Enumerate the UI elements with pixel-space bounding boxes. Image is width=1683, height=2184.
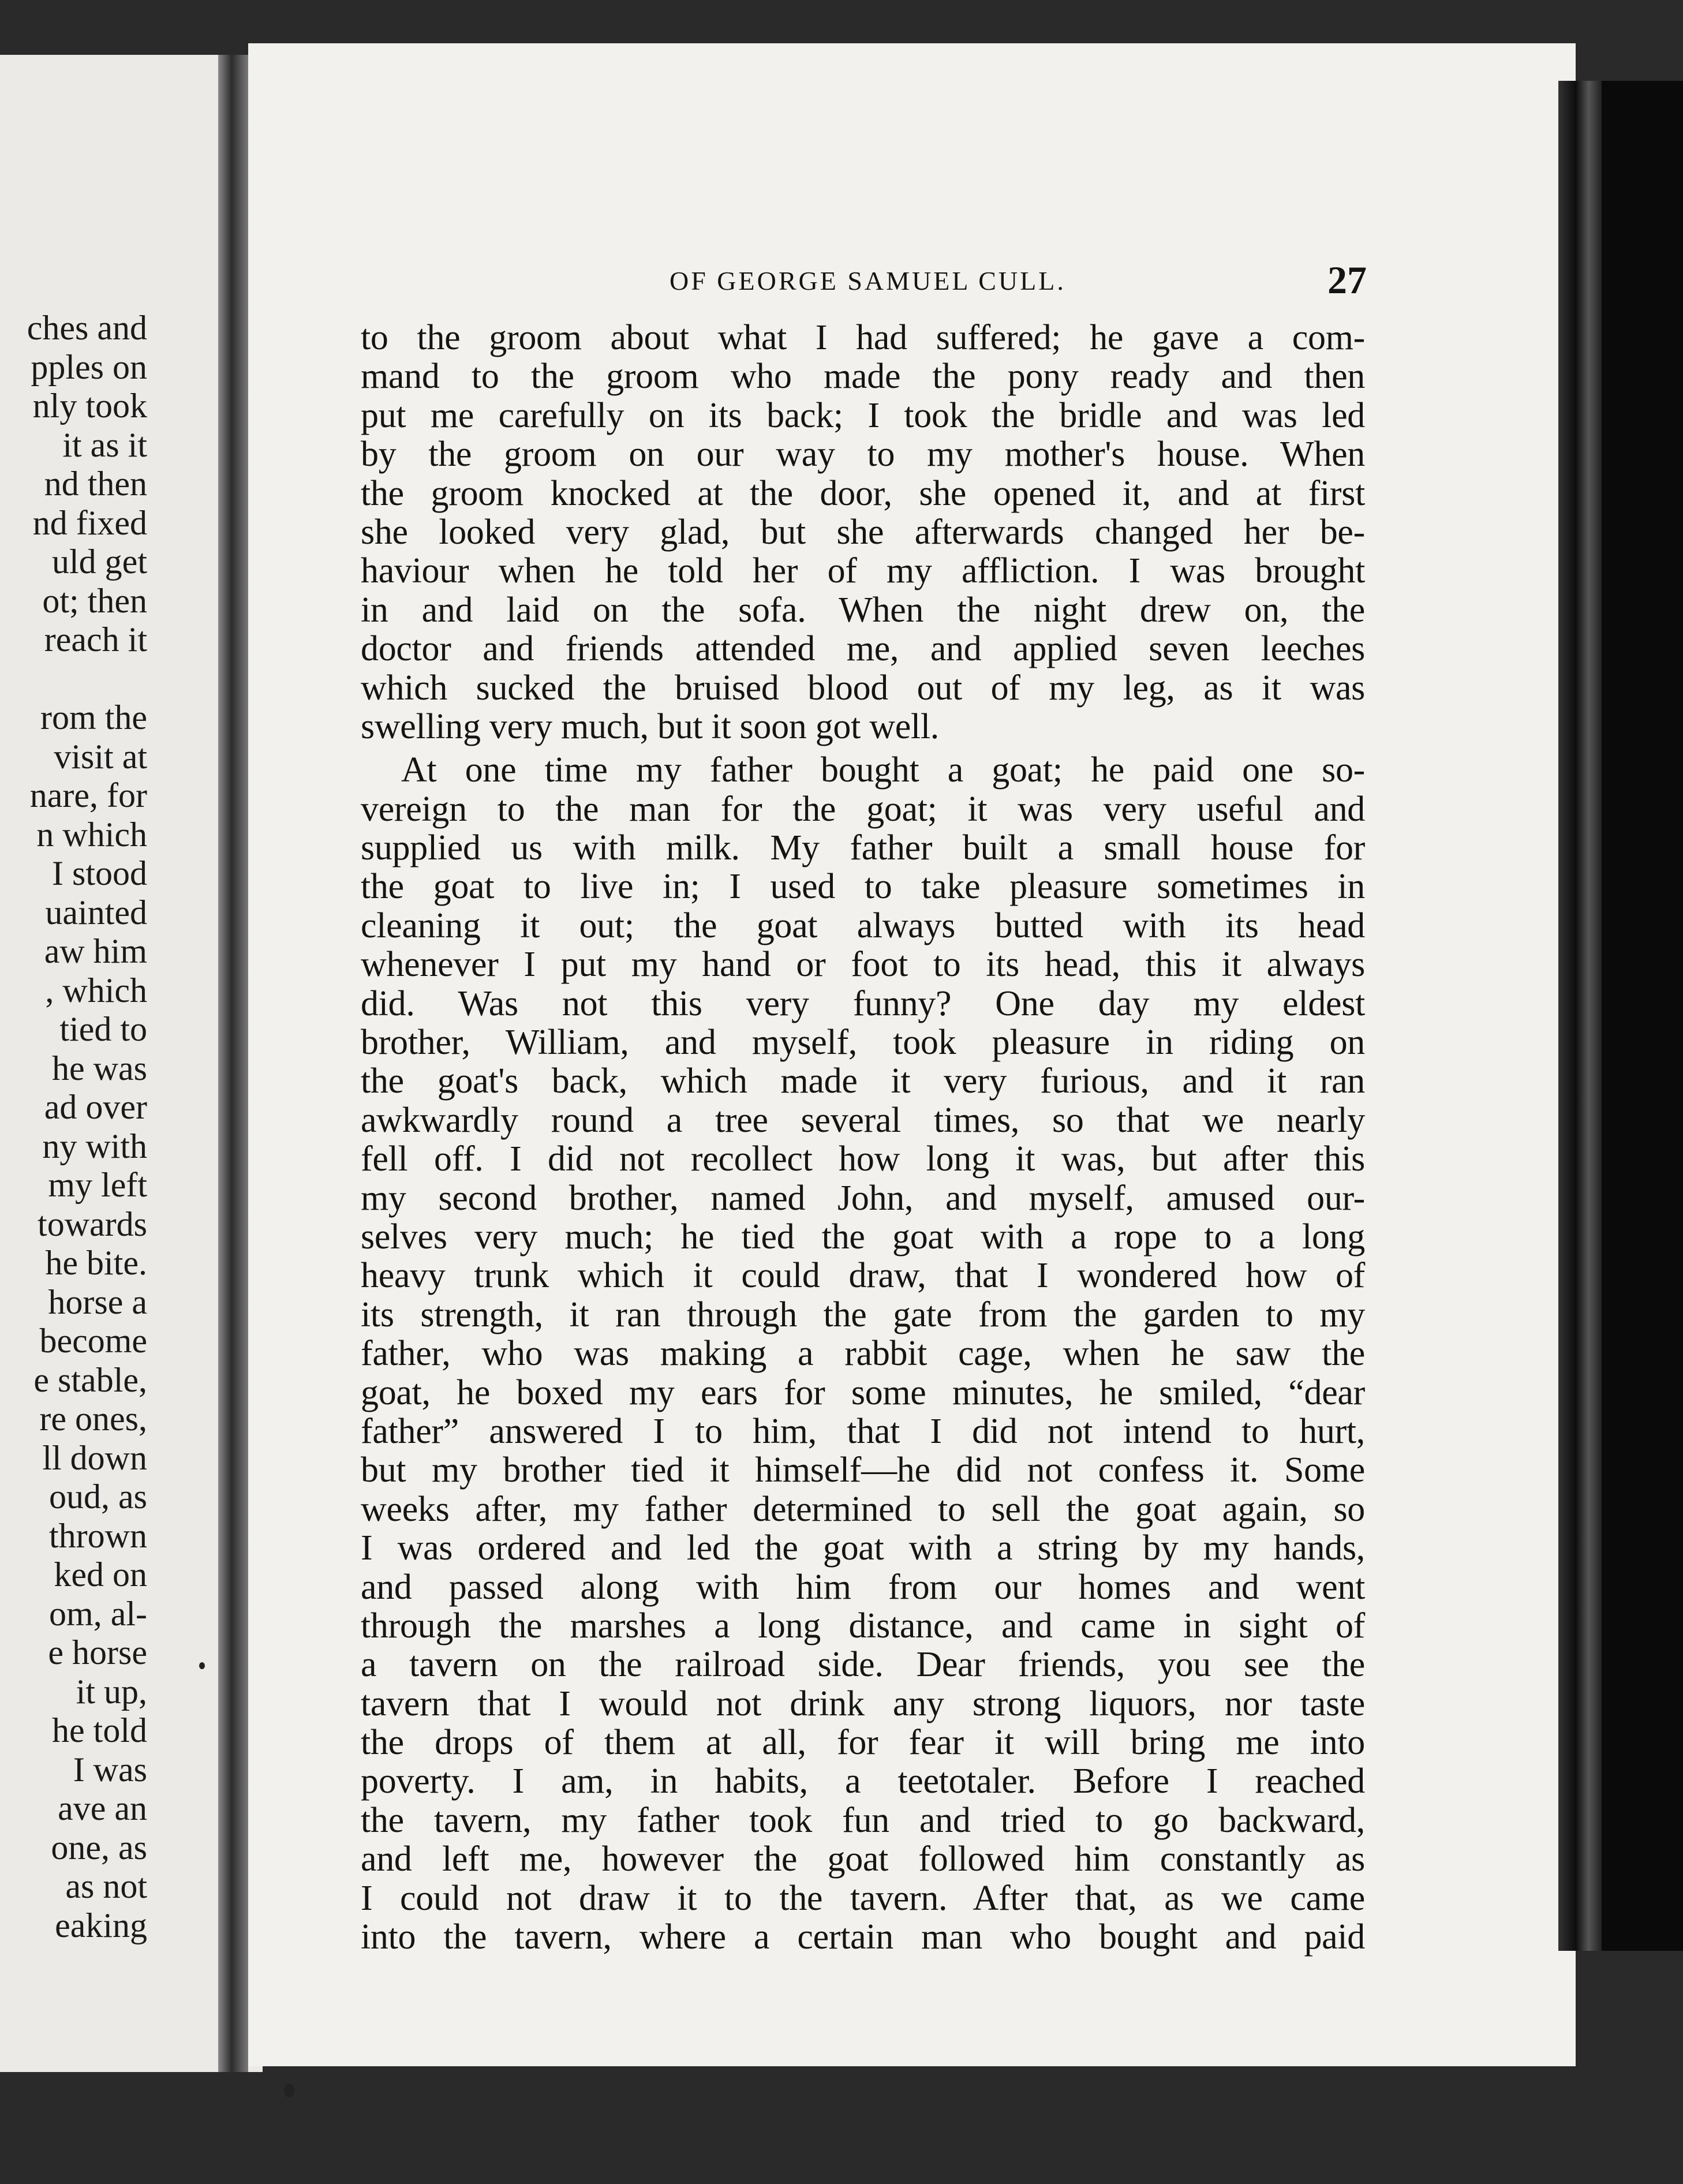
text-line: did. Was not this very funny? One day my eldest xyxy=(361,983,1365,1023)
left-page-line: I stood xyxy=(52,854,147,892)
left-page-line: one, as xyxy=(51,1828,147,1867)
text-line: awkwardly round a tree several times, so that we nearly xyxy=(361,1100,1365,1140)
text-line: but my brother tied it himself—he did not confess it. Some xyxy=(361,1450,1365,1490)
text-line: put me carefully on its back; I took the bridle and was led xyxy=(361,395,1365,435)
left-page-line: he was xyxy=(52,1049,147,1087)
text-line: the goat's back, which made it very furious, and it ran xyxy=(361,1061,1365,1101)
left-page-line: I was xyxy=(73,1750,147,1789)
left-page-line: visit at xyxy=(54,737,147,776)
left-page-line: reach it xyxy=(44,620,147,659)
text-line: father” answered I to him, that I did not intend to hurt, xyxy=(361,1411,1365,1451)
text-line: mand to the groom who made the pony ready and then xyxy=(361,357,1365,397)
text-line: whenever I put my hand or foot to its head, this it always xyxy=(361,945,1365,985)
left-page-line: thrown xyxy=(49,1516,147,1555)
left-page-line: it up, xyxy=(76,1672,147,1711)
text-line: its strength, it ran through the gate from the garden to my xyxy=(361,1295,1365,1334)
left-page-line: as not xyxy=(65,1867,147,1905)
left-page-line: e stable, xyxy=(33,1360,147,1399)
text-line: father, who was making a rabbit cage, when he saw the xyxy=(361,1334,1365,1374)
text-line: the tavern, my father took fun and tried to go backward, xyxy=(361,1800,1365,1840)
left-page-line: pples on xyxy=(31,347,147,386)
left-page-line: ave an xyxy=(58,1789,147,1827)
text-line: I was ordered and led the goat with a string by my hands, xyxy=(361,1528,1365,1568)
paragraph xyxy=(361,319,1365,746)
text-line: weeks after, my father determined to sell the goat again, so xyxy=(361,1489,1365,1529)
left-page-line: om, al- xyxy=(49,1594,147,1633)
text-line: she looked very glad, but she afterwards changed her be- xyxy=(361,512,1365,552)
left-page-line: he told xyxy=(52,1711,147,1749)
text-line: brother, William, and myself, took pleasure in riding on xyxy=(361,1023,1365,1063)
ink-speck xyxy=(199,1662,205,1669)
left-page-line: e horse xyxy=(48,1633,147,1671)
left-page-line: horse a xyxy=(48,1282,147,1321)
text-line: supplied us with milk. My father built a small house for xyxy=(361,828,1365,868)
left-page-line: ches and xyxy=(27,309,147,347)
text-line: which sucked the bruised blood out of my leg, as it was xyxy=(361,668,1365,708)
left-page-line: my left xyxy=(48,1166,147,1204)
text-line: goat, he boxed my ears for some minutes, he smiled, “dear xyxy=(361,1373,1365,1412)
text-line: swelling very much, but it soon got well. xyxy=(361,706,939,746)
text-line: to the groom about what I had suffered; he gave a com- xyxy=(361,318,1365,357)
left-page-line: , which xyxy=(45,971,147,1009)
page-number: 27 xyxy=(1327,258,1367,302)
text-line: into the tavern, where a certain man who bought and paid xyxy=(361,1917,1365,1957)
left-page-line: uainted xyxy=(45,893,147,932)
ink-speck xyxy=(284,2084,294,2097)
left-page-line: ad over xyxy=(44,1088,147,1126)
left-page-line: it as it xyxy=(62,425,147,464)
text-line: At one time my father bought a goat; he paid one so- xyxy=(401,750,1365,790)
left-page-line: aw him xyxy=(44,932,147,970)
text-line: in and laid on the sofa. When the night drew on, the xyxy=(361,590,1365,630)
left-page-line: re ones, xyxy=(39,1400,147,1438)
left-page-line: uld get xyxy=(52,543,147,581)
left-page-line: nd fixed xyxy=(32,503,147,542)
left-page-line: towards xyxy=(38,1205,147,1243)
text-line: by the groom on our way to my mother's house. When xyxy=(361,435,1365,474)
left-page-line: ny with xyxy=(42,1127,147,1165)
left-page-line xyxy=(0,660,147,699)
text-line: my second brother, named John, and myself, amused our- xyxy=(361,1178,1365,1218)
text-line: cleaning it out; the goat always butted with its head xyxy=(361,906,1365,945)
left-page-line: oud, as xyxy=(49,1478,147,1516)
left-page-line: ot; then xyxy=(42,581,147,620)
left-page-line: become xyxy=(39,1322,147,1360)
left-page-line: ked on xyxy=(54,1555,147,1594)
text-line: heavy trunk which it could draw, that I wondered how of xyxy=(361,1256,1365,1296)
body-text xyxy=(361,319,1365,1957)
text-line: vereign to the man for the goat; it was very useful and xyxy=(361,789,1365,829)
text-line: through the marshes a long distance, and came in sight of xyxy=(361,1606,1365,1646)
text-line: poverty. I am, in habits, a teetotaler. Before I reached xyxy=(361,1762,1365,1801)
left-page-line: nly took xyxy=(32,387,147,425)
left-page-line: ll down xyxy=(42,1438,147,1477)
left-page-line: nd then xyxy=(44,465,147,503)
left-page-text xyxy=(0,309,147,1945)
text-line: a tavern on the railroad side. Dear friends, you see the xyxy=(361,1645,1365,1685)
left-page-line: tied to xyxy=(59,1010,147,1048)
text-line: fell off. I did not recollect how long it was, but after this xyxy=(361,1139,1365,1179)
book-gutter xyxy=(218,55,248,2072)
left-page-line: eaking xyxy=(55,1906,147,1944)
left-page-line: rom the xyxy=(40,698,147,736)
text-line: I could not draw it to the tavern. After that, as we came xyxy=(361,1878,1365,1918)
page-edge-shadow xyxy=(1558,81,1602,1951)
left-page-line: he bite. xyxy=(45,1244,147,1282)
text-line: the groom knocked at the door, she opened it, and at first xyxy=(361,473,1365,513)
text-line: and passed along with him from our homes and went xyxy=(361,1567,1365,1607)
paragraph xyxy=(361,751,1365,1957)
text-line: the drops of them at all, for fear it will bring me into xyxy=(361,1723,1365,1763)
page-edge-background xyxy=(1602,81,1683,1951)
text-line: doctor and friends attended me, and applied seven leeches xyxy=(361,629,1365,669)
text-line: and left me, however the goat followed him constantly as xyxy=(361,1839,1365,1879)
text-line: haviour when he told her of my affliction. I was brought xyxy=(361,551,1365,591)
text-line: tavern that I would not drink any strong liquors, nor taste xyxy=(361,1684,1365,1723)
text-line: the goat to live in; I used to take pleasure sometimes in xyxy=(361,867,1365,907)
running-header: OF GEORGE SAMUEL CULL. xyxy=(670,266,1066,296)
left-page-line: nare, for xyxy=(29,776,147,814)
left-page-line: n which xyxy=(36,815,147,854)
text-line: selves very much; he tied the goat with a rope to a long xyxy=(361,1217,1365,1256)
